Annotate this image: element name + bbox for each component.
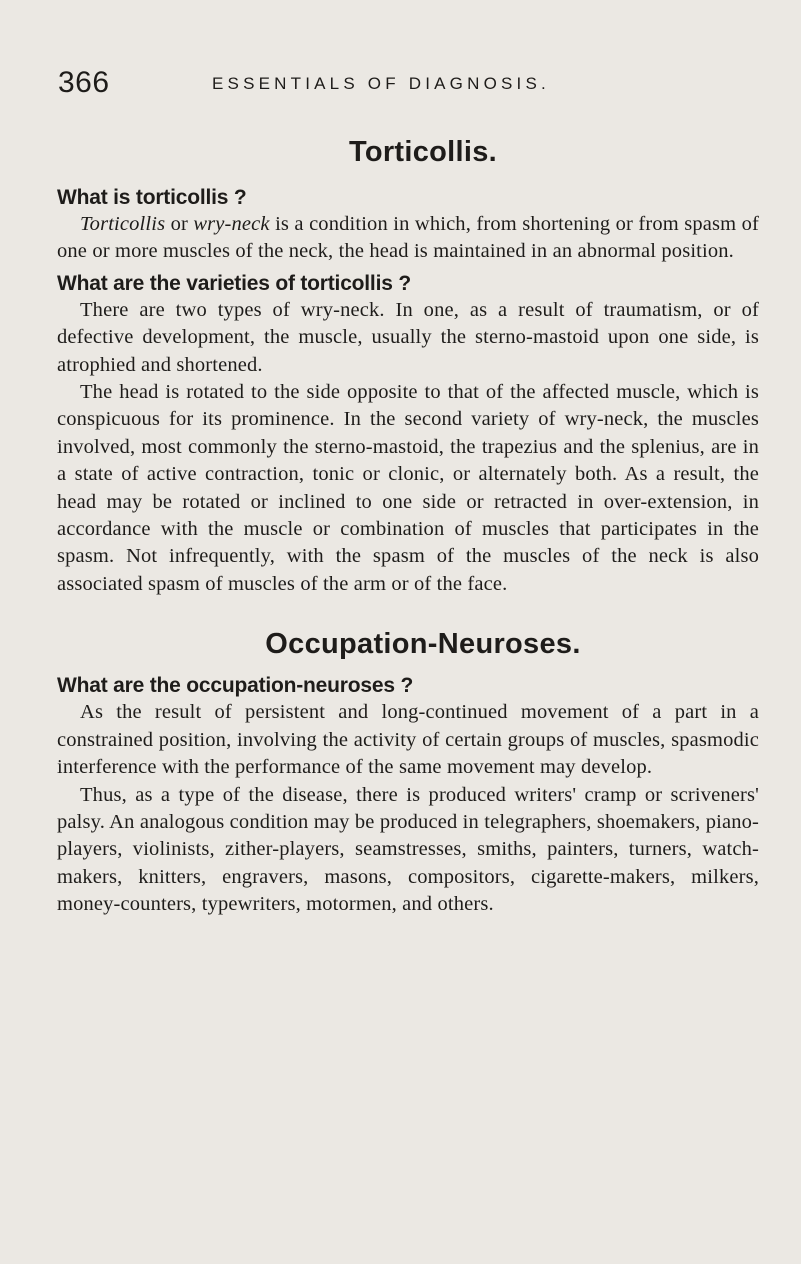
answer-paragraph: Thus, as a type of the disease, there is produced writers' cramp or scriveners' palsy. An analogous condition may be produced in telegraphers, shoemakers, piano-players, violinists, zither-players, seamstresses, smiths, painters, turners, watch-makers, knitters, engravers, masons, compositors, cigarette-makers, milkers, money-counters, typewriters, motormen, and others.: [57, 783, 759, 916]
running-title: ESSENTIALS OF DIAGNOSIS.: [212, 74, 550, 93]
page-content: [57, 132, 759, 919]
question-varieties-of-torticollis: What are the varieties of torticollis ?: [57, 271, 411, 295]
answer-paragraph: As the result of persistent and long-continued movement of a part in a constrained position, involving the activity of certain groups of muscles, spasmodic interference with the performance of the same movement may develop.: [57, 701, 759, 779]
question-what-is-torticollis: What is torticollis ?: [57, 186, 247, 209]
term-torticollis: Torticollis: [80, 213, 166, 235]
page-number: 366: [58, 66, 110, 99]
term-connector: or: [165, 213, 194, 235]
question-occupation-neuroses: What are the occupation-neuroses ?: [57, 674, 414, 698]
answer-paragraph: The head is rotated to the side opposite to that of the affected muscle, which is conspicuous for its prominence. In the second variety of wry-neck, the muscles involved, most commonly the sterno-mastoid, the trapezius and the splenius, are in a state of active contraction, tonic or clonic, or alternately both. As a result, the head may be rotated or inclined to one side or retracted in over-extension, in accordance with the muscle or combination of muscles that participates in the spasm. Not infrequently, with the spasm of the muscles of the neck is also associated spasm of muscles of the arm or of the face.: [57, 381, 759, 595]
section-title-occupation-neuroses: Occupation-Neuroses.: [265, 628, 581, 661]
definition-text: is a condition in which, from shortening or from spasm of one or more muscles of the neck, the head is maintained in an abnormal position.: [57, 213, 759, 263]
running-head: [58, 66, 758, 106]
term-wry-neck: wry-neck: [193, 213, 270, 235]
section-title-torticollis: Torticollis.: [348, 136, 498, 168]
answer-paragraph: There are two types of wry-neck. In one, as a result of traumatism, or of defective development, the muscle, usually the sterno-mastoid upon one side, is atrophied and shortened.: [57, 298, 759, 376]
answer-paragraph: [57, 211, 759, 266]
